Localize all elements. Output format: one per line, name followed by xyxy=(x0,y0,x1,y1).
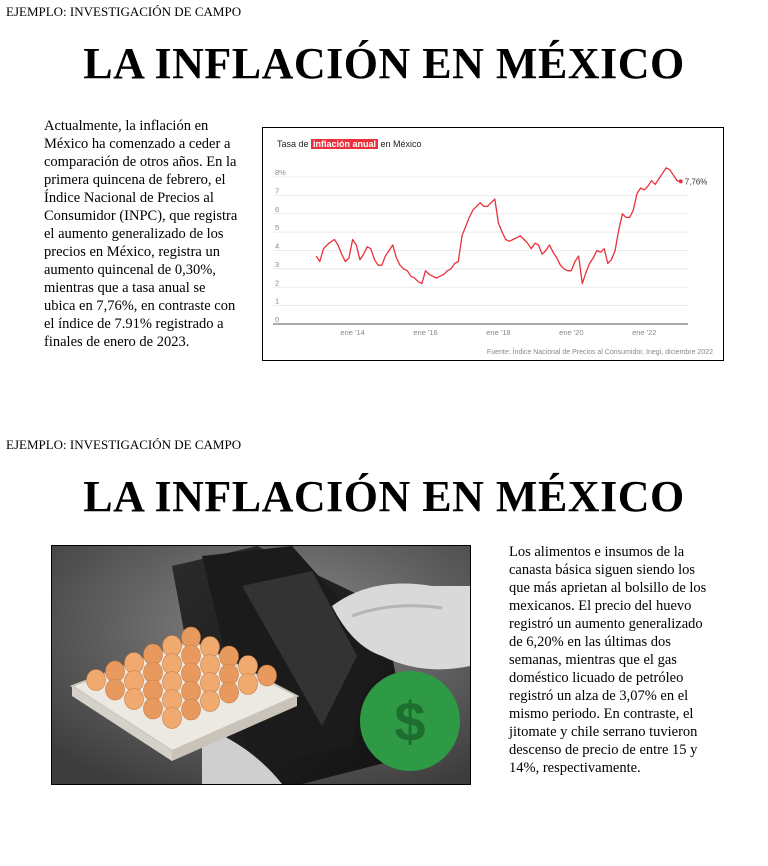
inflation-chart xyxy=(262,127,724,361)
x-tick-label: ene '16 xyxy=(413,328,438,337)
y-tick-label: 1 xyxy=(275,296,280,306)
page-title: LA INFLACIÓN EN MÉXICO xyxy=(83,39,685,88)
y-tick-label: 2 xyxy=(275,278,280,288)
intro-paragraph: Actualmente, la inflación en México ha comenzado a ceder a comparación de otros años. En la primera quincena de febrero, el Índice Nacional de Precios al Consumidor (INPC), que registra el aumento generalizado de los precios en México, registra un aumento quincenal de 0,30%, mientras que a tasa anual se ubica en 7,76%, en contraste con el índice de 7.91% registrado a finales de enero de 2023. xyxy=(44,118,238,350)
chart-title-prefix: Tasa de xyxy=(277,139,312,149)
chart-plot xyxy=(263,128,723,360)
x-tick-label: ene '22 xyxy=(632,328,657,337)
y-tick-label: 8% xyxy=(275,168,286,178)
y-tick-label: 6 xyxy=(275,204,280,214)
dollar-sign-icon: $ xyxy=(394,690,426,753)
egg xyxy=(201,691,220,712)
y-tick-label: 5 xyxy=(275,223,280,233)
section-label: EJEMPLO: INVESTIGACIÓN DE CAMPO xyxy=(6,4,242,19)
x-tick-label: ene '20 xyxy=(559,328,584,337)
food-paragraph: Los alimentos e insumos de la canasta básica siguen siendo los que más aprietan al bolsillo de los mexicanos. El precio del huevo registró un aumento generalizado de 6,20% en las últimas dos semanas, mientras que el gas doméstico licuado de petróleo registró un alza de 3,07% en el mismo periodo. En contraste, el jitomate y chile serrano tuvieron descenso de precio de entre 15 y 14%, respectivamente. xyxy=(509,544,707,776)
egg xyxy=(182,699,201,720)
y-tick-label: 7 xyxy=(275,186,280,196)
chart-source: Fuente: Índice Nacional de Precios al Consumidor, Inegi, diciembre 2022 xyxy=(486,349,713,356)
egg xyxy=(258,665,277,686)
y-tick-label: 0 xyxy=(275,315,280,324)
egg xyxy=(125,689,144,710)
egg xyxy=(163,708,182,729)
end-point xyxy=(679,179,683,183)
chart-title-suffix: en México xyxy=(378,139,422,149)
y-tick-label: 4 xyxy=(275,241,280,251)
y-tick-label: 3 xyxy=(275,259,280,269)
chart-title-highlight: inflación anual xyxy=(313,139,377,149)
egg xyxy=(87,670,106,691)
egg xyxy=(239,674,258,695)
x-tick-label: ene '18 xyxy=(486,328,511,337)
egg xyxy=(220,682,239,703)
egg xyxy=(106,679,125,700)
section-label-2: EJEMPLO: INVESTIGACIÓN DE CAMPO xyxy=(6,437,242,452)
end-value-label: 7,76% xyxy=(684,177,708,187)
wallet-eggs-photo xyxy=(51,545,471,785)
page-title-2: LA INFLACIÓN EN MÉXICO xyxy=(83,472,685,521)
x-tick-label: ene '14 xyxy=(340,328,365,337)
inflation-line xyxy=(316,168,681,284)
egg xyxy=(144,698,163,719)
